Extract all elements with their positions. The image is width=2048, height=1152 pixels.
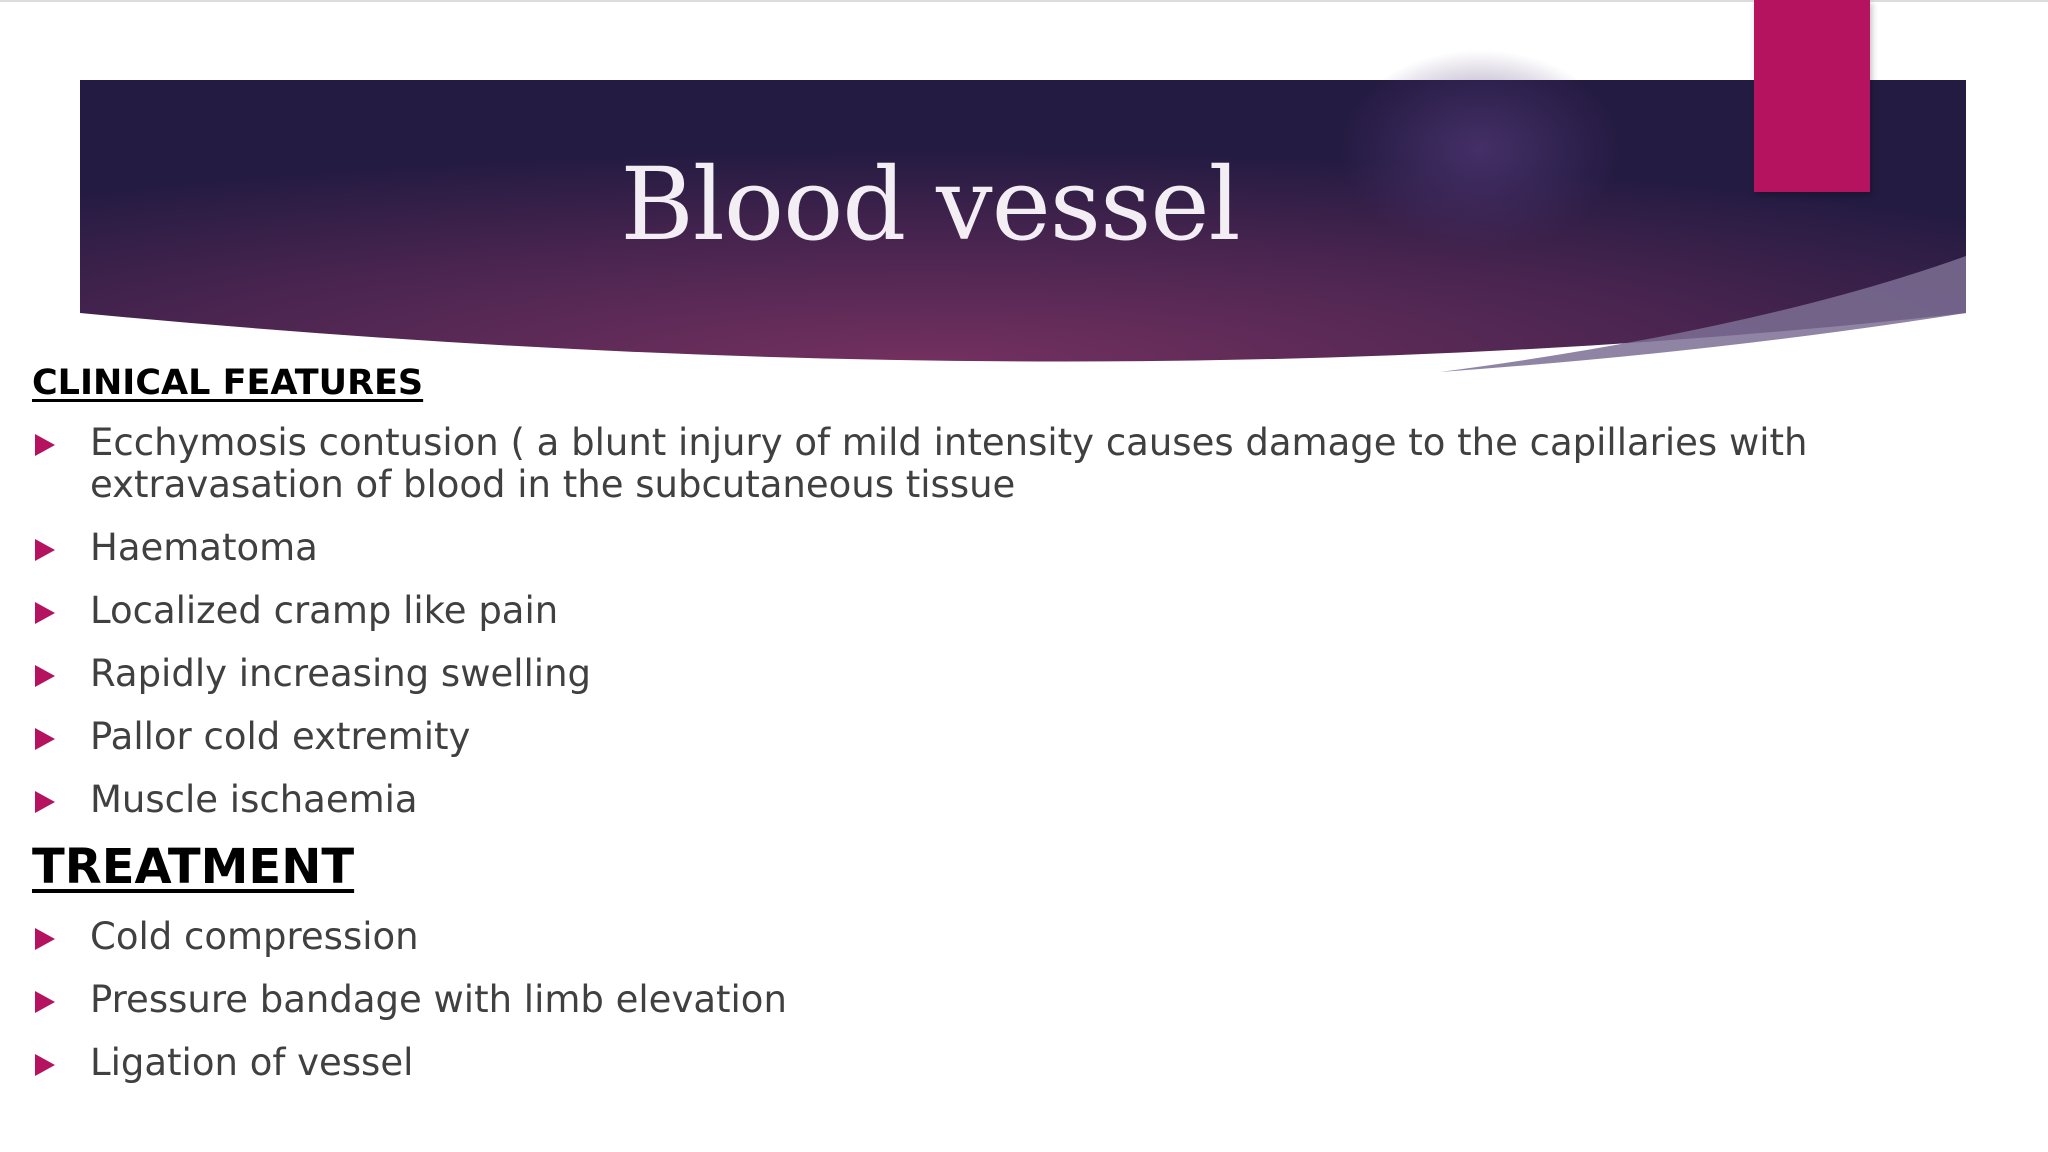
bullet-text: Muscle ischaemia (90, 778, 418, 821)
play-triangle-icon (35, 665, 55, 687)
bullet-text: Ligation of vessel (90, 1041, 414, 1084)
treatment-list (32, 916, 1972, 1105)
play-triangle-icon (35, 434, 55, 456)
bullet-text: Pressure bandage with limb elevation (90, 978, 787, 1021)
list-item (32, 527, 1972, 569)
list-item (32, 422, 1972, 506)
bullet-text: Haematoma (90, 526, 318, 569)
play-triangle-icon (35, 928, 55, 950)
list-item (32, 916, 1972, 958)
bullet-text: Localized cramp like pain (90, 589, 559, 632)
list-item (32, 779, 1972, 821)
bullet-text: Cold compression (90, 915, 419, 958)
treatment-heading: TREATMENT (32, 839, 355, 895)
slide-title: Blood vessel (620, 146, 1240, 263)
play-triangle-icon (35, 539, 55, 561)
bullet-text: Rapidly increasing swelling (90, 652, 591, 695)
play-triangle-icon (35, 791, 55, 813)
bullet-text: Ecchymosis contusion ( a blunt injury of mild intensity causes damage to the capillaries with extravasation of blood in the subcutaneous tissue (90, 421, 1808, 506)
play-triangle-icon (35, 728, 55, 750)
clinical-features-heading: CLINICAL FEATURES (32, 363, 424, 403)
bullet-text: Pallor cold extremity (90, 715, 471, 758)
list-item (32, 653, 1972, 695)
list-item (32, 1042, 1972, 1084)
clinical-features-list (32, 422, 1972, 842)
play-triangle-icon (35, 991, 55, 1013)
play-triangle-icon (35, 1054, 55, 1076)
play-triangle-icon (35, 602, 55, 624)
list-item (32, 979, 1972, 1021)
list-item (32, 716, 1972, 758)
accent-tab (1754, 0, 1870, 192)
list-item (32, 590, 1972, 632)
